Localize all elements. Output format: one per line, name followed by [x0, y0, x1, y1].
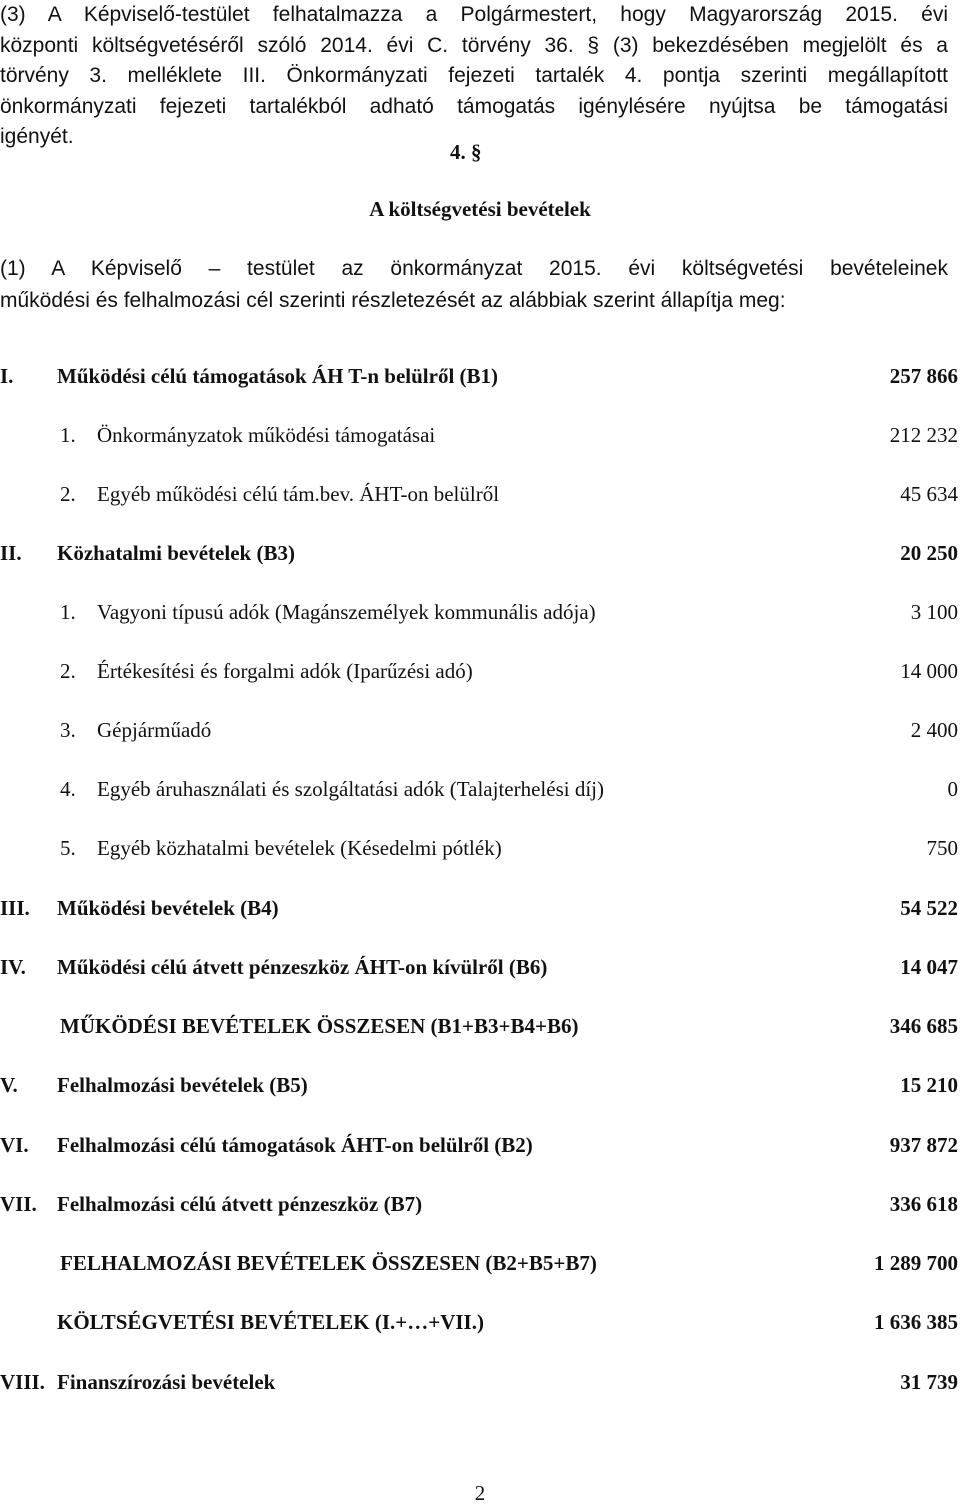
row-number: 2.	[60, 659, 76, 683]
paragraph-line: (1) A Képviselő – testület az önkormányzat 2015. évi költségvetési bevételeinek	[0, 257, 948, 280]
row-value: 937 872	[889, 1133, 958, 1157]
table-row	[0, 1190, 958, 1218]
row-value: 1 289 700	[874, 1251, 958, 1275]
table-row	[0, 775, 958, 803]
table-row	[0, 834, 958, 862]
row-value: 14 000	[900, 659, 958, 683]
row-value: 0	[947, 777, 958, 801]
row-number: 5.	[60, 836, 76, 860]
table-row	[0, 953, 958, 981]
row-label: Felhalmozási célú átvett pénzeszköz (B7)	[57, 1192, 423, 1216]
row-number: VII.	[0, 1192, 37, 1216]
intro-line: önkormányzati fejezeti tartalékból adható támogatás igénylésére nyújtsa be támogatási	[0, 94, 948, 118]
row-label: Közhatalmi bevételek (B3)	[57, 541, 295, 565]
row-label: Vagyoni típusú adók (Magánszemélyek kommunális adója)	[97, 600, 596, 624]
row-value: 54 522	[900, 896, 958, 920]
row-label: Önkormányzatok működési támogatásai	[97, 423, 436, 447]
table-row	[0, 716, 958, 744]
section-number: 4. §	[450, 140, 482, 164]
row-number: 3.	[60, 718, 76, 742]
row-value: 14 047	[900, 955, 958, 979]
table-row	[0, 1131, 958, 1159]
row-value: 45 634	[900, 482, 958, 506]
row-number: 2.	[60, 482, 76, 506]
intro-paragraph	[0, 0, 948, 153]
row-number: 1.	[60, 600, 76, 624]
intro-line: törvény 3. melléklete III. Önkormányzati fejezeti tartalék 4. pontja szerinti megállapított	[0, 64, 948, 87]
row-number: 1.	[60, 423, 76, 447]
table-row	[0, 480, 958, 508]
row-label: Gépjárműadó	[97, 718, 212, 742]
table-row	[0, 1071, 958, 1099]
row-value: 15 210	[900, 1073, 958, 1097]
row-label: Működési bevételek (B4)	[57, 896, 279, 920]
row-number: 4.	[60, 777, 76, 801]
table-row	[0, 1368, 958, 1396]
table-row	[0, 539, 958, 567]
row-value: 20 250	[900, 541, 958, 565]
row-label: MŰKÖDÉSI BEVÉTELEK ÖSSZESEN (B1+B3+B4+B6)	[60, 1014, 579, 1038]
row-label: Egyéb áruhasználati és szolgáltatási adók (Talajterhelési díj)	[97, 777, 604, 801]
row-number: VIII.	[0, 1370, 45, 1394]
row-label: KÖLTSÉGVETÉSI BEVÉTELEK (I.+…+VII.)	[57, 1310, 484, 1334]
row-label: Egyéb közhatalmi bevételek (Késedelmi pótlék)	[97, 836, 502, 860]
row-value: 3 100	[910, 600, 958, 624]
intro-line: (3) A Képviselő-testület felhatalmazza a Polgármestert, hogy Magyarország 2015. évi	[0, 3, 948, 26]
row-value: 212 232	[889, 423, 958, 447]
row-value: 336 618	[889, 1192, 958, 1216]
row-value: 31 739	[900, 1370, 958, 1394]
row-value: 750	[926, 836, 958, 860]
table-row	[0, 1249, 958, 1277]
paragraph-line: működési és felhalmozási cél szerinti részletezését az alábbiak szerint állapítja meg:	[0, 289, 786, 312]
table-row	[0, 657, 958, 685]
row-label: Működési célú támogatások ÁH T-n belülről (B1)	[57, 364, 499, 388]
table-row	[0, 1012, 958, 1040]
row-value: 1 636 385	[874, 1310, 958, 1334]
table-row	[0, 894, 958, 922]
row-value: 2 400	[910, 718, 958, 742]
row-value: 257 866	[889, 364, 958, 388]
section-title: A költségvetési bevételek	[369, 197, 591, 221]
table-row	[0, 1308, 958, 1336]
row-number: III.	[0, 896, 30, 920]
row-number: VI.	[0, 1133, 29, 1157]
intro-line: központi költségvetéséről szóló 2014. évi C. törvény 36. § (3) bekezdésében megjelölt és a	[0, 33, 948, 57]
page-number: 2	[474, 1481, 486, 1505]
row-label: Felhalmozási célú támogatások ÁHT-on belülről (B2)	[57, 1133, 533, 1157]
row-label: Egyéb működési célú tám.bev. ÁHT-on belülről	[97, 482, 500, 506]
row-label: Működési célú átvett pénzeszköz ÁHT-on kívülről (B6)	[57, 955, 548, 979]
row-label: FELHALMOZÁSI BEVÉTELEK ÖSSZESEN (B2+B5+B7)	[60, 1251, 597, 1275]
row-value: 346 685	[889, 1014, 958, 1038]
row-number: V.	[0, 1073, 18, 1097]
row-label: Értékesítési és forgalmi adók (Iparűzési adó)	[97, 659, 473, 683]
table-row	[0, 362, 958, 390]
table-row	[0, 598, 958, 626]
row-number: I.	[0, 364, 14, 388]
intro-line: igényét.	[0, 125, 74, 148]
row-label: Finanszírozási bevételek	[57, 1370, 276, 1394]
row-label: Felhalmozási bevételek (B5)	[57, 1073, 308, 1097]
row-number: IV.	[0, 955, 26, 979]
table-row	[0, 421, 958, 449]
section-paragraph	[0, 253, 948, 317]
row-number: II.	[0, 541, 22, 565]
